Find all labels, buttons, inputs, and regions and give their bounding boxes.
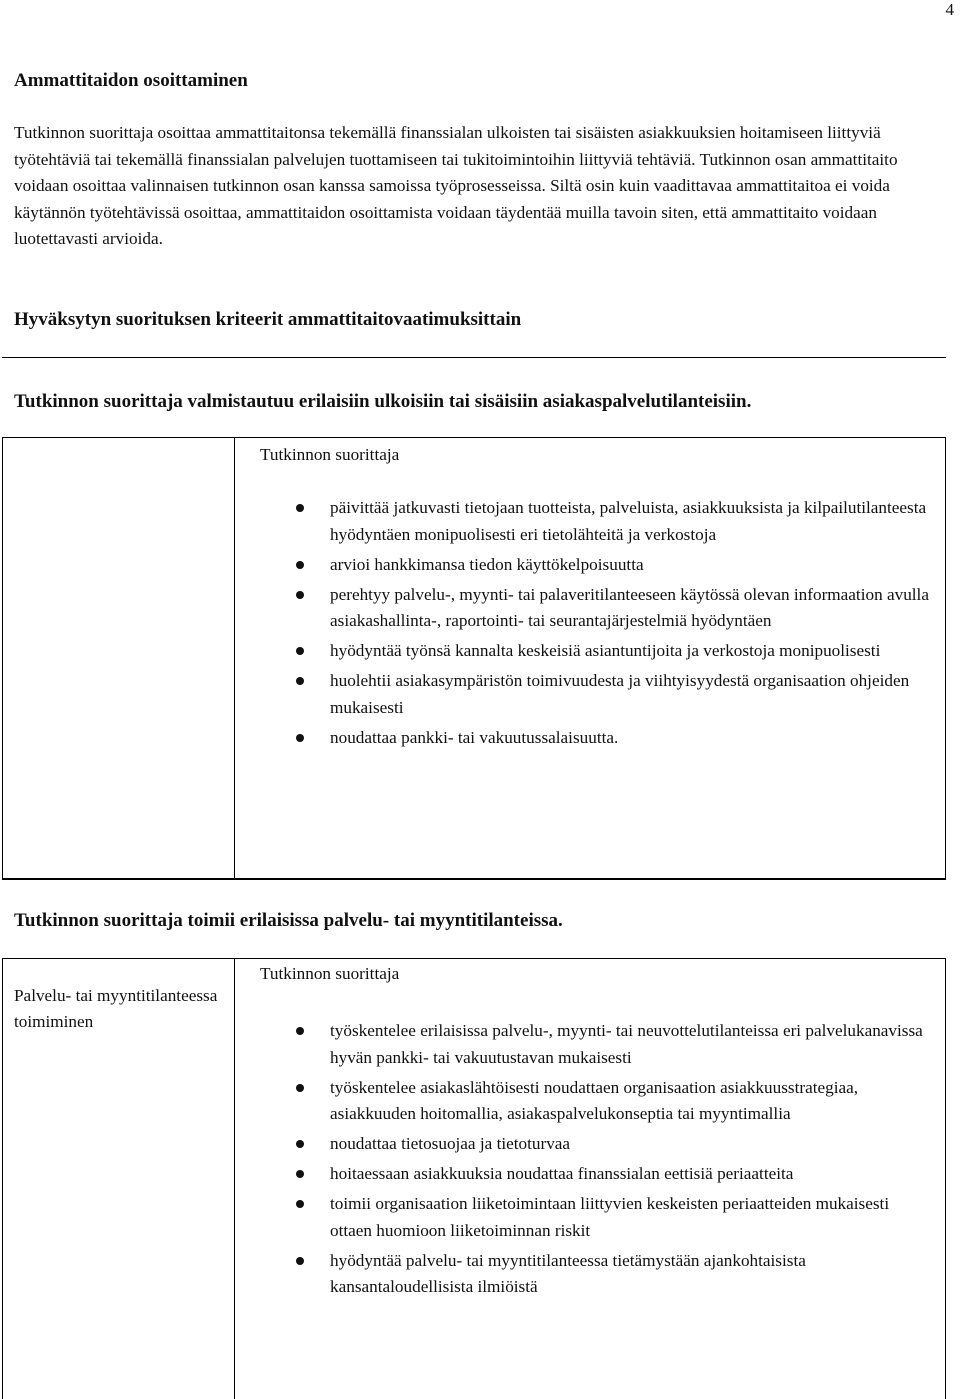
list-item: työskentelee asiakaslähtöisesti noudattaen organisaation asiakkuusstrategiaa, asiakkuuden hoitomallia, asiakaspalvelukonseptia tai myyntimallia: [250, 1075, 934, 1128]
bullet-icon: [296, 1170, 304, 1178]
section-2-header: [2, 878, 946, 959]
section-2-left-label: Palvelu- tai myyntitilanteessa toimiminen: [14, 986, 218, 1031]
table-border-left: [2, 438, 3, 879]
list-item: perehtyy palvelu-, myynti- tai palaveritilanteeseen käytössä olevan informaation avulla asiakashallinta-, raportointi- tai seurantajärjestelmiä hyödyntäen: [250, 582, 934, 635]
bullet-icon: [296, 1140, 304, 1148]
section-1-criteria: [250, 438, 934, 755]
list-item: noudattaa pankki- tai vakuutussalaisuutta.: [250, 725, 934, 752]
bullet-icon: [296, 1200, 304, 1208]
list-item: noudattaa tietosuojaa ja tietoturvaa: [250, 1131, 934, 1158]
bullet-icon: [296, 677, 304, 685]
list-item: hyödyntää palvelu- tai myyntitilanteessa tietämystään ajankohtaisista kansantaloudellisista ilmiöistä: [250, 1248, 934, 1301]
table-divider: [234, 959, 235, 1399]
table-border-left: [2, 959, 3, 1399]
section-1-heading: Tutkinnon suorittaja valmistautuu erilaisiin ulkoisiin tai sisäisiin asiakaspalvelutilanteisiin.: [14, 391, 752, 412]
bullet-icon: [296, 504, 304, 512]
table-divider: [234, 438, 235, 879]
bullet-icon: [296, 561, 304, 569]
section-2-heading: Tutkinnon suorittaja toimii erilaisissa palvelu- tai myyntitilanteissa.: [14, 910, 563, 931]
section-1-label: Tutkinnon suorittaja: [260, 445, 400, 464]
list-item: hyödyntää työnsä kannalta keskeisiä asiantuntijoita ja verkostoja monipuolisesti: [250, 638, 934, 665]
table-border-right: [945, 438, 946, 879]
bullet-icon: [296, 734, 304, 742]
list-item: arvioi hankkimansa tiedon käyttökelpoisuutta: [250, 552, 934, 579]
bullet-icon: [296, 1027, 304, 1035]
page-number: 4: [945, 0, 954, 19]
bullet-icon: [296, 647, 304, 655]
page-title: Ammattitaidon osoittaminen: [14, 70, 248, 91]
intro-paragraph: Tutkinnon suorittaja osoittaa ammattitaitonsa tekemällä finanssialan ulkoisten tai sisäisten asiakkuuksien hoitamiseen liittyviä työtehtäviä tai tekemällä finanssialan palvelujen tuottamiseen tai tukitoimintoihin liittyviä tehtäviä. Tutkinnon osan ammattitaito voidaan osoittaa valinnaisen tutkinnon osan kanssa samoissa työprosesseissa. Siltä osin kuin vaadittavaa ammattitaitoa ei voida käytännön työtehtävissä osoittaa, ammattitaidon osoittamista voidaan täydentää muilla tavoin siten, että ammattitaito voidaan luotettavasti arvioida.: [14, 123, 898, 248]
bullet-icon: [296, 1257, 304, 1265]
list-item: toimii organisaation liiketoimintaan liittyvien keskeisten periaatteiden mukaisesti ottaen huomioon liiketoiminnan riskit: [250, 1191, 934, 1244]
list-item: päivittää jatkuvasti tietojaan tuotteista, palveluista, asiakkuuksista ja kilpailutilanteesta hyödyntäen monipuolisesti eri tietolähteitä ja verkostoja: [250, 495, 934, 548]
section-2-criteria: [250, 959, 934, 1304]
section-1-table: [2, 437, 946, 880]
section-1-list: [250, 495, 934, 751]
section-1-header: [2, 357, 946, 438]
section-2-list: [250, 1018, 934, 1301]
section-2-label: Tutkinnon suorittaja: [260, 964, 400, 983]
bullet-icon: [296, 1084, 304, 1092]
section-2-table: [2, 958, 946, 1399]
list-item: hoitaessaan asiakkuuksia noudattaa finanssialan eettisiä periaatteita: [250, 1161, 934, 1188]
list-item: huolehtii asiakasympäristön toimivuudesta ja viihtyisyydestä organisaation ohjeiden mukaisesti: [250, 668, 934, 721]
criteria-heading: Hyväksytyn suorituksen kriteerit ammattitaitovaatimuksittain: [14, 309, 522, 330]
bullet-icon: [296, 591, 304, 599]
list-item: työskentelee erilaisissa palvelu-, myynti- tai neuvottelutilanteissa eri palvelukanavissa hyvän pankki- tai vakuutustavan mukaisesti: [250, 1018, 934, 1071]
table-border-right: [945, 959, 946, 1399]
